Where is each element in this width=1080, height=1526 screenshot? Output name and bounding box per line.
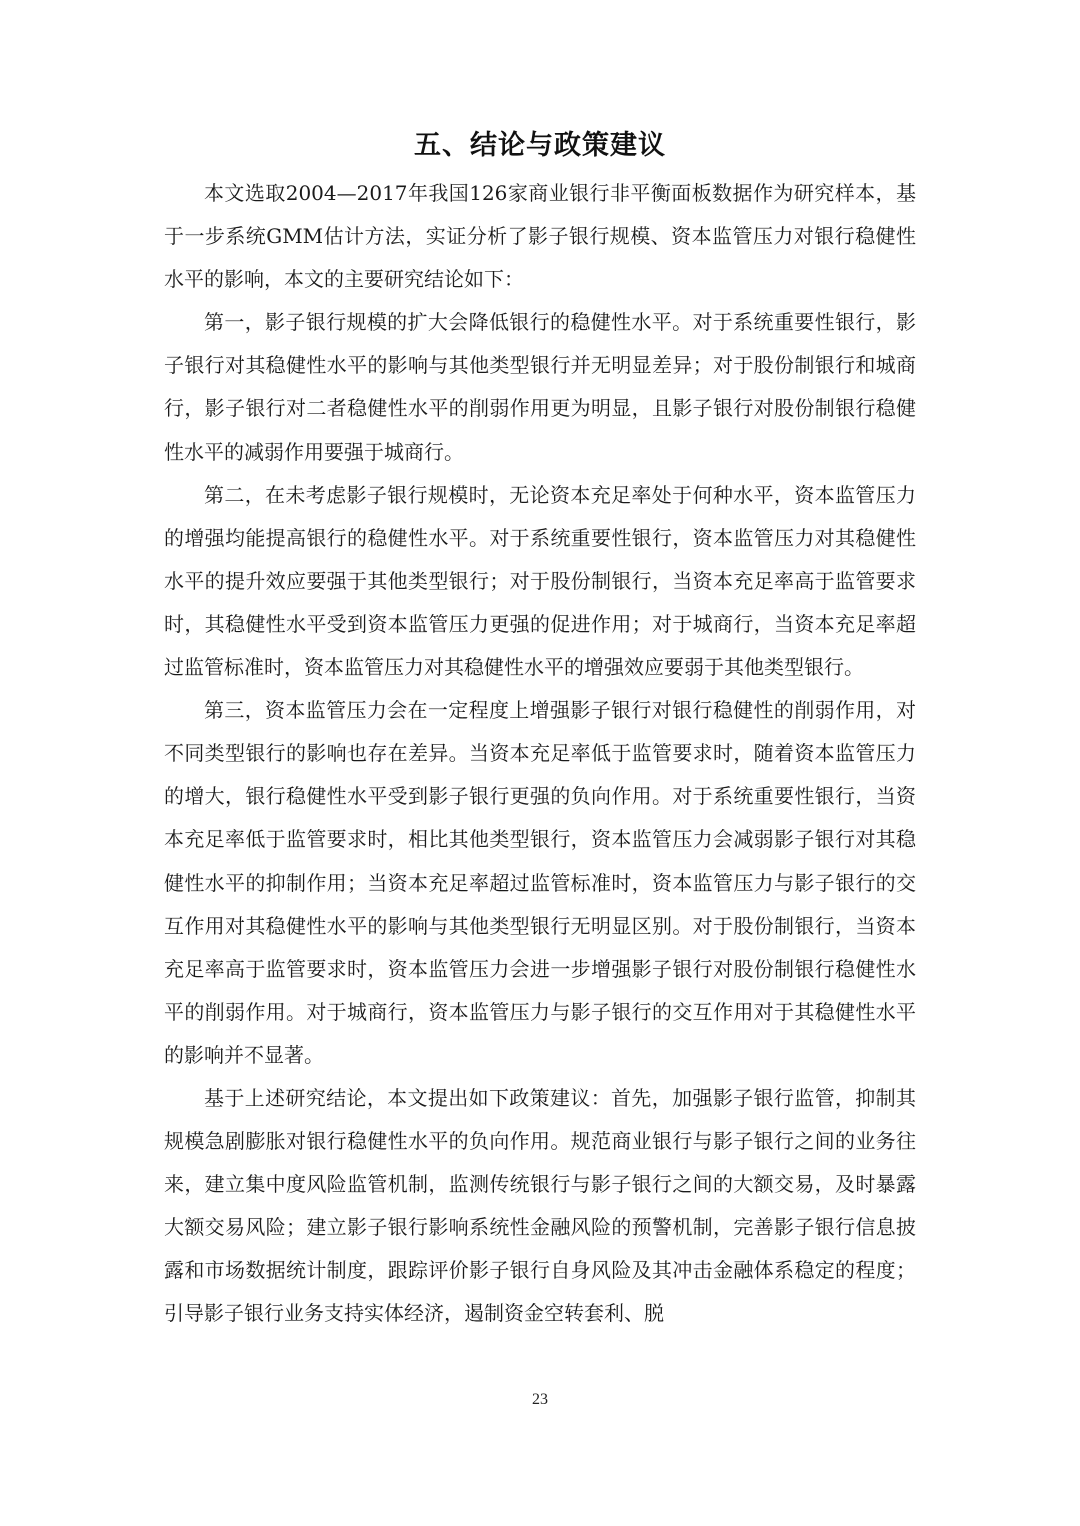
section-heading: 五、结论与政策建议 bbox=[414, 130, 666, 161]
paragraph-conclusion-3: 第三，资本监管压力会在一定程度上增强影子银行对银行稳健性的削弱作用，对不同类型银行的影响也存在差异。当资本充足率低于监管要求时，随着资本监管压力的增大，银行稳健性水平受到影子银行更强的负向作用。对于系统重要性银行，当资本充足率低于监管要求时，相比其他类型银行，资本监管压力会减弱影子银行对其稳健性水平的抑制作用；当资本充足率超过监管标准时，资本监管压力与影子银行的交互作用对其稳健性水平的影响与其他类型银行无明显区别。对于股份制银行，当资本充足率高于监管要求时，资本监管压力会进一步增强影子银行对股份制银行稳健性水平的削弱作用。对于城商行，资本监管压力与影子银行的交互作用对于其稳健性水平的影响并不显著。 bbox=[164, 698, 916, 1067]
paragraph-intro: 本文选取2004—2017年我国126家商业银行非平衡面板数据作为研究样本，基于一步系统GMM估计方法，实证分析了影子银行规模、资本监管压力对银行稳健性水平的影响，本文的主要研究结论如下： bbox=[164, 181, 916, 292]
body-text bbox=[164, 172, 916, 1336]
page-number: 23 bbox=[532, 1391, 548, 1408]
paragraph-conclusion-2: 第二，在未考虑影子银行规模时，无论资本充足率处于何种水平，资本监管压力的增强均能提高银行的稳健性水平。对于系统重要性银行，资本监管压力对其稳健性水平的提升效应要强于其他类型银行；对于股份制银行，当资本充足率高于监管要求时，其稳健性水平受到资本监管压力更强的促进作用；对于城商行，当资本充足率超过监管标准时，资本监管压力对其稳健性水平的增强效应要弱于其他类型银行。 bbox=[164, 482, 916, 680]
paragraph-conclusion-1: 第一，影子银行规模的扩大会降低银行的稳健性水平。对于系统重要性银行，影子银行对其稳健性水平的影响与其他类型银行并无明显差异；对于股份制银行和城商行，影子银行对二者稳健性水平的削弱作用更为明显，且影子银行对股份制银行稳健性水平的减弱作用要强于城商行。 bbox=[164, 310, 916, 464]
paragraph-policy: 基于上述研究结论，本文提出如下政策建议：首先，加强影子银行监管，抑制其规模急剧膨胀对银行稳健性水平的负向作用。规范商业银行与影子银行之间的业务往来，建立集中度风险监管机制，监测传统银行与影子银行之间的大额交易，及时暴露大额交易风险；建立影子银行影响系统性金融风险的预警机制，完善影子银行信息披露和市场数据统计制度，跟踪评价影子银行自身风险及其冲击金融体系稳定的程度；引导影子银行业务支持实体经济，遏制资金空转套利、脱 bbox=[164, 1085, 916, 1326]
